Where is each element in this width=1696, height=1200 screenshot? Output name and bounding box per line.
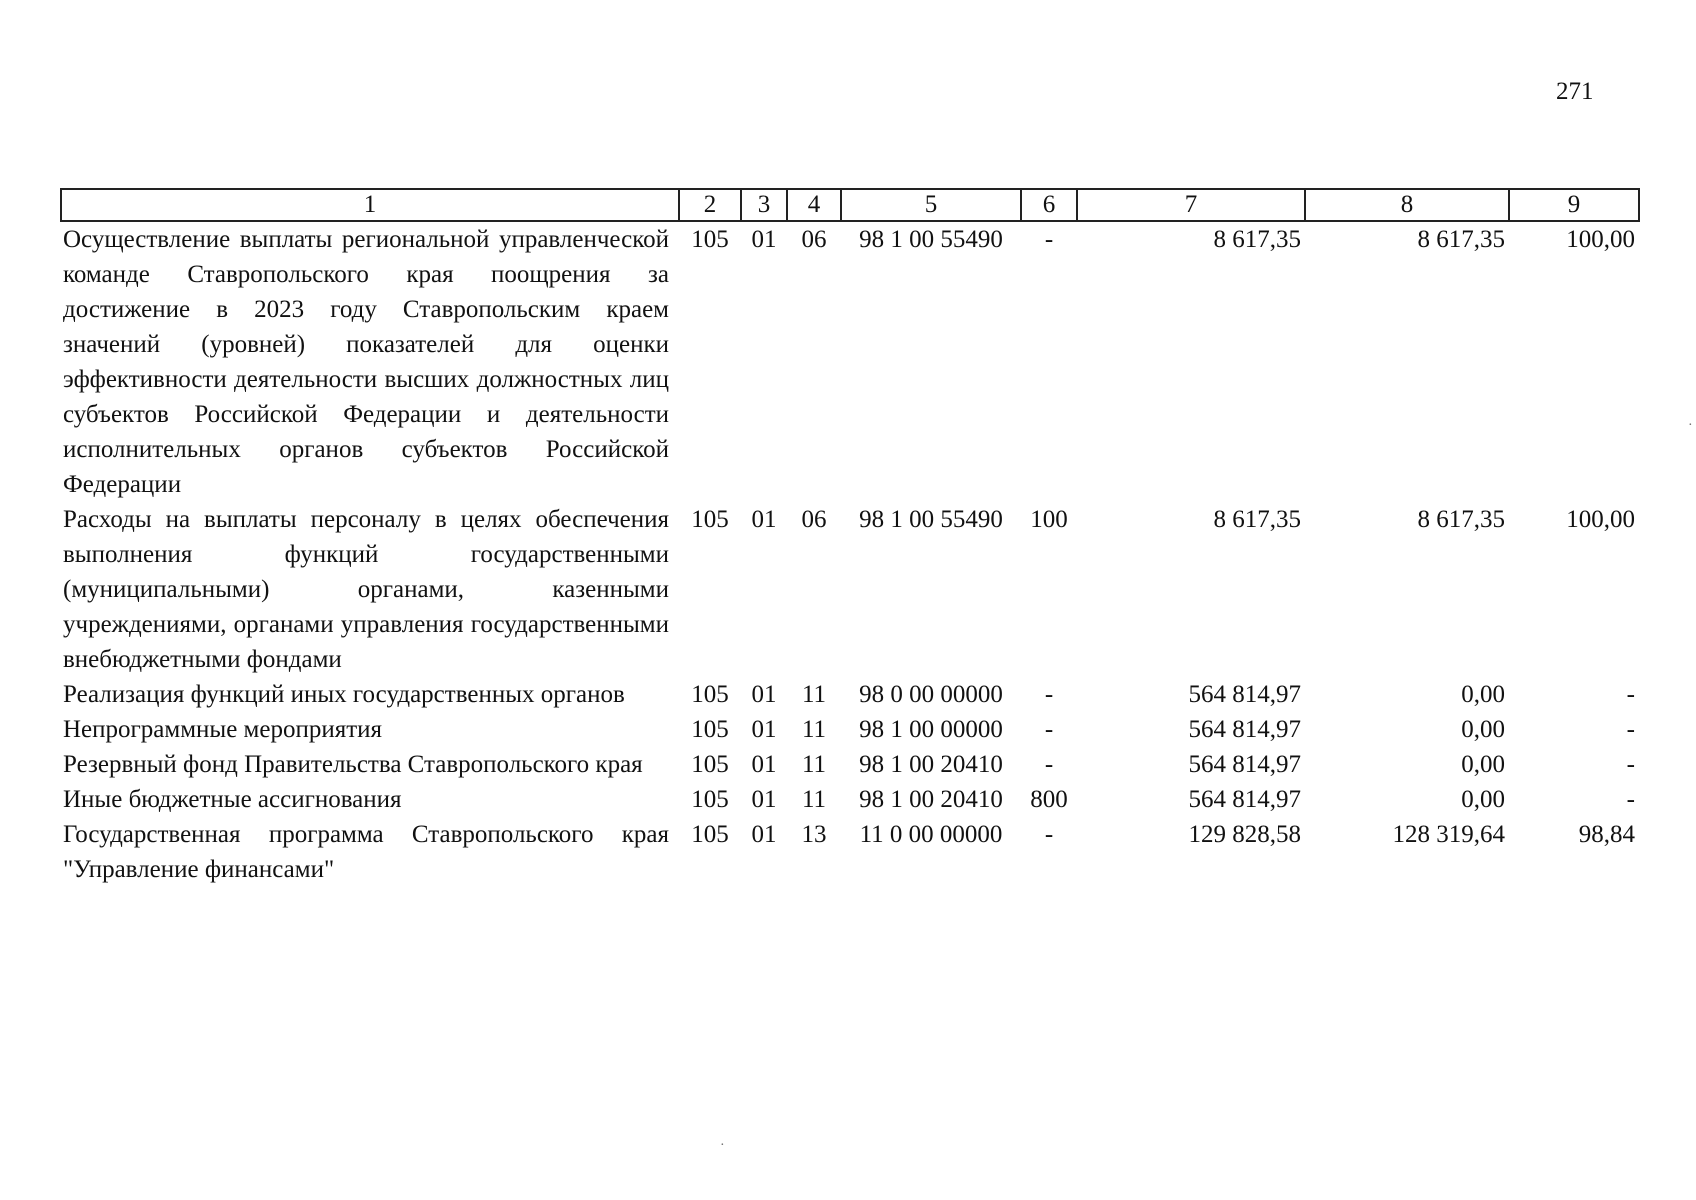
cell-admin-code: 105 (691, 786, 729, 813)
cell-percent: - (1626, 751, 1635, 778)
cell-percent: 100,00 (1566, 506, 1635, 533)
table-row (61, 502, 1639, 677)
cell-target-article: 11 0 00 00000 (859, 821, 1003, 848)
row-description: Государственная программа Ставропольского края "Управление финансами" (63, 821, 669, 883)
cell-section: 01 (751, 681, 777, 708)
cell-section: 01 (751, 716, 777, 743)
header-col-4: 4 (787, 189, 841, 221)
cell-expense-type: - (1044, 681, 1054, 708)
cell-admin-code: 105 (691, 681, 729, 708)
cell-planned: 564 814,97 (1188, 786, 1301, 813)
cell-subsection: 11 (801, 681, 827, 708)
cell-executed: 0,00 (1461, 716, 1505, 743)
cell-planned: 129 828,58 (1188, 821, 1301, 848)
cell-percent: - (1626, 786, 1635, 813)
cell-expense-type: - (1044, 716, 1054, 743)
cell-planned: 564 814,97 (1188, 751, 1301, 778)
header-col-9: 9 (1509, 189, 1639, 221)
header-col-5: 5 (841, 189, 1021, 221)
cell-admin-code: 105 (691, 751, 729, 778)
cell-percent: - (1626, 716, 1635, 743)
scan-speck: · (1688, 418, 1693, 433)
cell-expense-type: 800 (1030, 786, 1068, 813)
cell-executed: 0,00 (1461, 751, 1505, 778)
cell-section: 01 (751, 226, 777, 253)
cell-planned: 564 814,97 (1188, 681, 1301, 708)
cell-admin-code: 105 (691, 716, 729, 743)
table-row (61, 677, 1639, 712)
cell-target-article: 98 1 00 20410 (859, 751, 1003, 778)
cell-admin-code: 105 (691, 226, 729, 253)
cell-executed: 0,00 (1461, 786, 1505, 813)
header-col-7: 7 (1077, 189, 1305, 221)
row-description: Расходы на выплаты персоналу в целях обеспечения выполнения функций государственными (муниципальными) органами, казенными учреждениями, органами управления государственными внебюджетными фондами (63, 506, 669, 673)
row-description: Реализация функций иных государственных органов (63, 681, 625, 708)
header-col-6: 6 (1021, 189, 1077, 221)
table-row (61, 712, 1639, 747)
cell-section: 01 (751, 751, 777, 778)
cell-executed: 8 617,35 (1417, 226, 1505, 253)
table-header (61, 189, 1639, 221)
cell-expense-type: 100 (1030, 506, 1068, 533)
table-row (61, 817, 1639, 887)
cell-subsection: 11 (801, 716, 827, 743)
cell-target-article: 98 1 00 00000 (859, 716, 1003, 743)
header-col-2: 2 (679, 189, 741, 221)
cell-target-article: 98 1 00 55490 (859, 226, 1003, 253)
header-col-1: 1 (61, 189, 679, 221)
cell-target-article: 98 0 00 00000 (859, 681, 1003, 708)
header-col-8: 8 (1305, 189, 1509, 221)
table-row (61, 782, 1639, 817)
header-row (61, 189, 1639, 221)
cell-subsection: 11 (801, 786, 827, 813)
table-row (61, 747, 1639, 782)
cell-section: 01 (751, 786, 777, 813)
cell-planned: 8 617,35 (1213, 226, 1301, 253)
cell-target-article: 98 1 00 20410 (859, 786, 1003, 813)
cell-target-article: 98 1 00 55490 (859, 506, 1003, 533)
cell-expense-type: - (1044, 751, 1054, 778)
cell-executed: 8 617,35 (1417, 506, 1505, 533)
cell-admin-code: 105 (691, 821, 729, 848)
cell-percent: 98,84 (1578, 821, 1635, 848)
cell-subsection: 13 (801, 821, 827, 848)
row-description: Осуществление выплаты региональной управленческой команде Ставропольского края поощрения за достижение в 2023 году Ставропольским краем значений (уровней) показателей для оценки эффективности деятельности высших должностных лиц субъектов Российской Федерации и деятельности исполнительных органов субъектов Российской Федерации (63, 226, 669, 498)
cell-executed: 0,00 (1461, 681, 1505, 708)
cell-executed: 128 319,64 (1392, 821, 1505, 848)
cell-subsection: 06 (801, 506, 827, 533)
header-col-3: 3 (741, 189, 787, 221)
cell-expense-type: - (1044, 821, 1054, 848)
budget-table (60, 188, 1640, 887)
cell-section: 01 (751, 821, 777, 848)
scan-speck: · (720, 1138, 725, 1153)
row-description: Непрограммные мероприятия (63, 716, 383, 743)
cell-planned: 564 814,97 (1188, 716, 1301, 743)
cell-subsection: 11 (801, 751, 827, 778)
cell-percent: 100,00 (1566, 226, 1635, 253)
cell-planned: 8 617,35 (1213, 506, 1301, 533)
cell-section: 01 (751, 506, 777, 533)
table-row (61, 221, 1639, 502)
row-description: Иные бюджетные ассигнования (63, 786, 402, 813)
table-body (61, 221, 1639, 887)
cell-expense-type: - (1044, 226, 1054, 253)
page-number: 271 (1556, 78, 1594, 105)
cell-admin-code: 105 (691, 506, 729, 533)
cell-subsection: 06 (801, 226, 827, 253)
cell-percent: - (1626, 681, 1635, 708)
row-description: Резервный фонд Правительства Ставропольского края (63, 751, 643, 778)
